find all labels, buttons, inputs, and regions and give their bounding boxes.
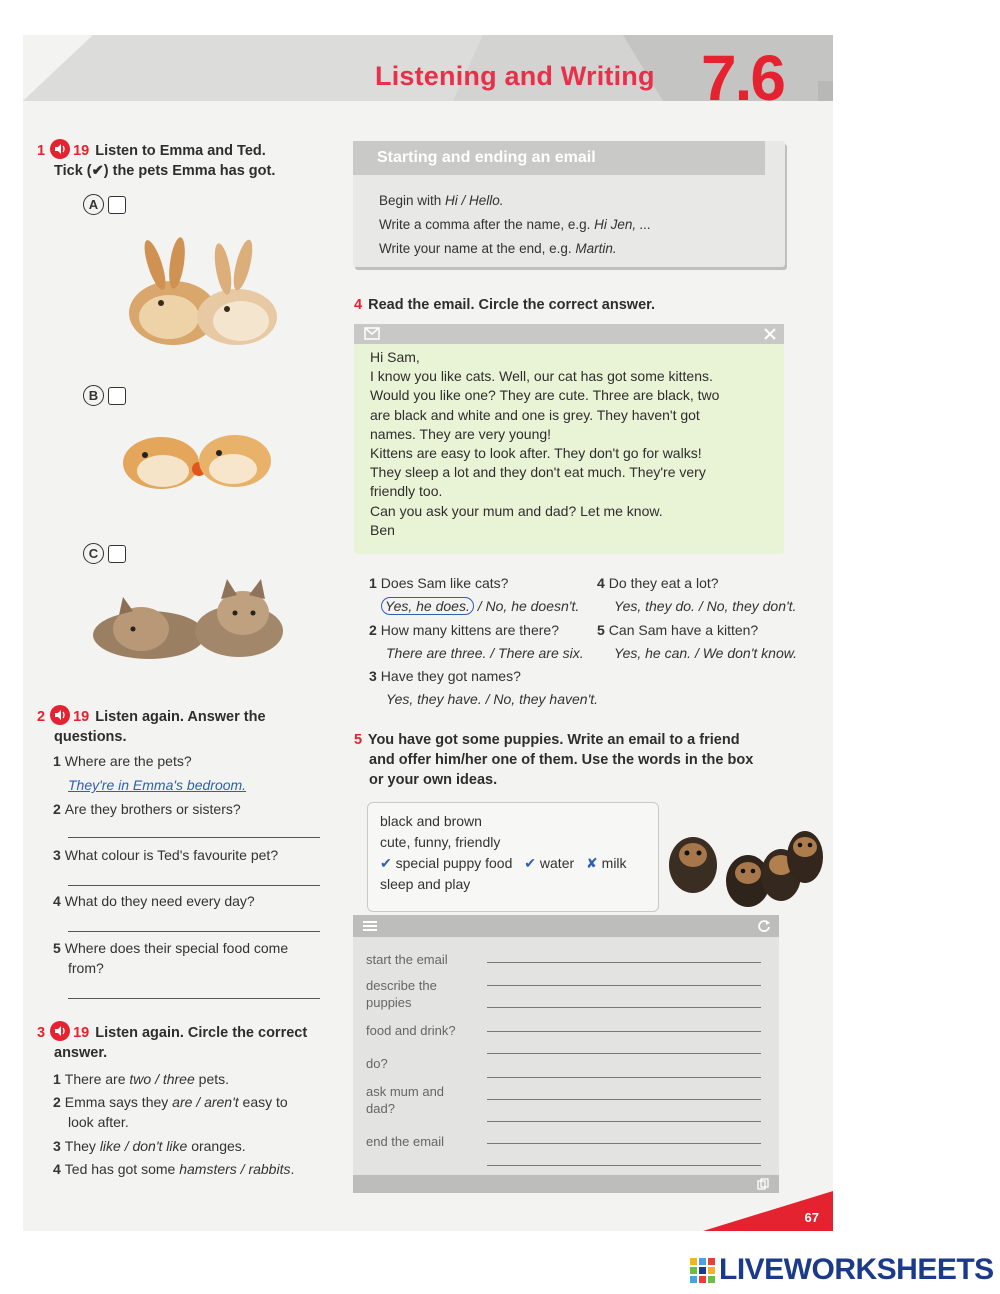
- option-c: C: [83, 543, 126, 564]
- refresh-icon[interactable]: [757, 919, 771, 933]
- ex4-answer-2[interactable]: There are three. / There are six.: [386, 645, 584, 661]
- form-line-3a[interactable]: [487, 1031, 761, 1032]
- ex4-instruction: 4 Read the email. Circle the correct answer.: [354, 297, 656, 313]
- ex4-answer-1: Yes, he does. / No, he doesn't.: [381, 596, 579, 616]
- email-body: Hi Sam, I know you like cats. Well, our cat has got some kittens. Would you like one? They are cute. Three are black, two are black and white and one is grey. They haven't got names. They are very young! Kittens are easy to look after. They don't go for walks! They sleep a lot and they don't eat much. They're very friendly too. Can you ask your mum and dad? Let me know. Ben: [370, 349, 720, 538]
- form-line-1[interactable]: [487, 962, 761, 963]
- page-number: 67: [804, 1210, 819, 1225]
- unit-number: 7.6: [701, 42, 784, 114]
- form-label-6: end the email: [366, 1134, 445, 1149]
- ex3-item-2: 2 Emma says they are / aren't easy to look after.: [53, 1094, 288, 1130]
- ex4-answer-4[interactable]: Yes, they do. / No, they don't.: [614, 598, 797, 614]
- tick-box-c[interactable]: [108, 545, 126, 563]
- rabbits-picture: [115, 235, 295, 351]
- page-title: Listening and Writing: [375, 61, 655, 91]
- tip-line-2: Write a comma after the name, e.g. Hi Jen, ...: [379, 217, 652, 232]
- puppies-picture: [653, 815, 825, 915]
- tip-box: [353, 141, 785, 267]
- ex3-item-3: 3 They like / don't like oranges.: [53, 1138, 246, 1154]
- ex3-item-1: 1 There are two / three pets.: [53, 1071, 230, 1087]
- ex2-instruction: 2 19 Listen again. Answer the questions.: [37, 705, 337, 747]
- answer-line-2[interactable]: [68, 836, 320, 838]
- form-line-4[interactable]: [487, 1077, 761, 1078]
- ex5-instruction: 5 You have got some puppies. Write an email to a friend and offer him/her one of them. Use the words in the box or your own ideas.: [354, 732, 754, 788]
- audio-icon[interactable]: [50, 705, 70, 725]
- tip-line-1: Begin with Hi / Hello.: [379, 193, 504, 208]
- ex2-item-4: 4 What do they need every day?: [53, 893, 255, 909]
- liveworksheets-logo-icon: [690, 1258, 716, 1284]
- form-label-2: describe the puppies: [366, 978, 437, 1010]
- tick-box-b[interactable]: [108, 387, 126, 405]
- choice-4[interactable]: hamsters / rabbits: [179, 1161, 291, 1177]
- answer-line-4[interactable]: [68, 930, 320, 932]
- form-line-5a[interactable]: [487, 1099, 761, 1100]
- email-form-panel: [353, 915, 779, 1193]
- ex4-question-3: 3 Have they got names?: [369, 668, 521, 684]
- tick-box-a[interactable]: [108, 196, 126, 214]
- circled-answer: Yes, he does.: [381, 597, 474, 615]
- email-title-bar: [354, 324, 784, 344]
- ex2-item-3: 3 What colour is Ted's favourite pet?: [53, 847, 279, 863]
- worksheet-page: [23, 35, 833, 1231]
- menu-icon[interactable]: [363, 920, 377, 932]
- ex4-question-1: 1 Does Sam like cats?: [369, 575, 509, 591]
- form-line-3b[interactable]: [487, 1053, 761, 1054]
- form-line-2b[interactable]: [487, 1007, 761, 1008]
- form-line-2a[interactable]: [487, 985, 761, 986]
- ex4-answer-3[interactable]: Yes, they have. / No, they haven't.: [386, 691, 599, 707]
- ex3-instruction: 3 19 Listen again. Circle the correct answer.: [37, 1021, 337, 1063]
- answer-line-5[interactable]: [68, 997, 320, 999]
- form-label-4: do?: [366, 1056, 388, 1071]
- word-box: black and brown cute, funny, friendly ✔ special puppy food ✔ water ✘ milk sleep and play: [367, 802, 659, 912]
- form-line-6a[interactable]: [487, 1143, 761, 1144]
- ex4-question-2: 2 How many kittens are there?: [369, 622, 559, 638]
- tip-heading: Starting and ending an email: [353, 141, 765, 175]
- ex2-example-answer: They're in Emma's bedroom.: [68, 777, 247, 793]
- copy-icon[interactable]: [757, 1178, 769, 1190]
- tip-line-3: Write your name at the end, e.g. Martin.: [379, 241, 617, 256]
- tick-icon: ✔: [524, 855, 537, 871]
- kittens-picture: [89, 575, 289, 667]
- envelope-icon: [364, 327, 380, 340]
- liveworksheets-logo: LIVEWORKSHEETS: [719, 1253, 994, 1286]
- close-icon[interactable]: [764, 328, 776, 340]
- form-line-5b[interactable]: [487, 1121, 761, 1122]
- choice-2[interactable]: are / aren't: [172, 1094, 239, 1110]
- email-panel: [354, 324, 784, 554]
- form-label-3: food and drink?: [366, 1023, 456, 1038]
- ex4-answer-5[interactable]: Yes, he can. / We don't know.: [614, 645, 797, 661]
- ex4-question-5: 5 Can Sam have a kitten?: [597, 622, 759, 638]
- ex4-question-4: 4 Do they eat a lot?: [597, 575, 719, 591]
- form-label-1: start the email: [366, 952, 448, 967]
- form-label-5: ask mum and dad?: [366, 1084, 445, 1116]
- option-a: A: [83, 194, 126, 215]
- ex2-item-1: 1 Where are the pets?: [53, 753, 192, 769]
- ex1-instruction: 1 19 Listen to Emma and Ted. Tick (✔) the pets Emma has got.: [37, 139, 337, 181]
- form-title-bar: [353, 915, 779, 937]
- form-line-6b[interactable]: [487, 1165, 761, 1166]
- ex2-item-5: 5 Where does their special food come from?: [53, 940, 289, 976]
- tick-icon: ✔: [380, 855, 392, 871]
- food-drink-line: ✔ special puppy food ✔ water ✘ milk: [380, 855, 627, 871]
- option-b: B: [83, 385, 126, 406]
- hamsters-picture: [119, 423, 279, 493]
- choice-3[interactable]: like / don't like: [99, 1138, 188, 1154]
- ex2-item-2: 2 Are they brothers or sisters?: [53, 801, 241, 817]
- answer-line-3[interactable]: [68, 884, 320, 886]
- audio-icon[interactable]: [50, 139, 70, 159]
- ex3-item-4: 4 Ted has got some hamsters / rabbits.: [53, 1161, 295, 1177]
- audio-icon[interactable]: [50, 1021, 70, 1041]
- choice-1[interactable]: two / three: [129, 1071, 195, 1087]
- cross-icon: ✘: [586, 855, 598, 871]
